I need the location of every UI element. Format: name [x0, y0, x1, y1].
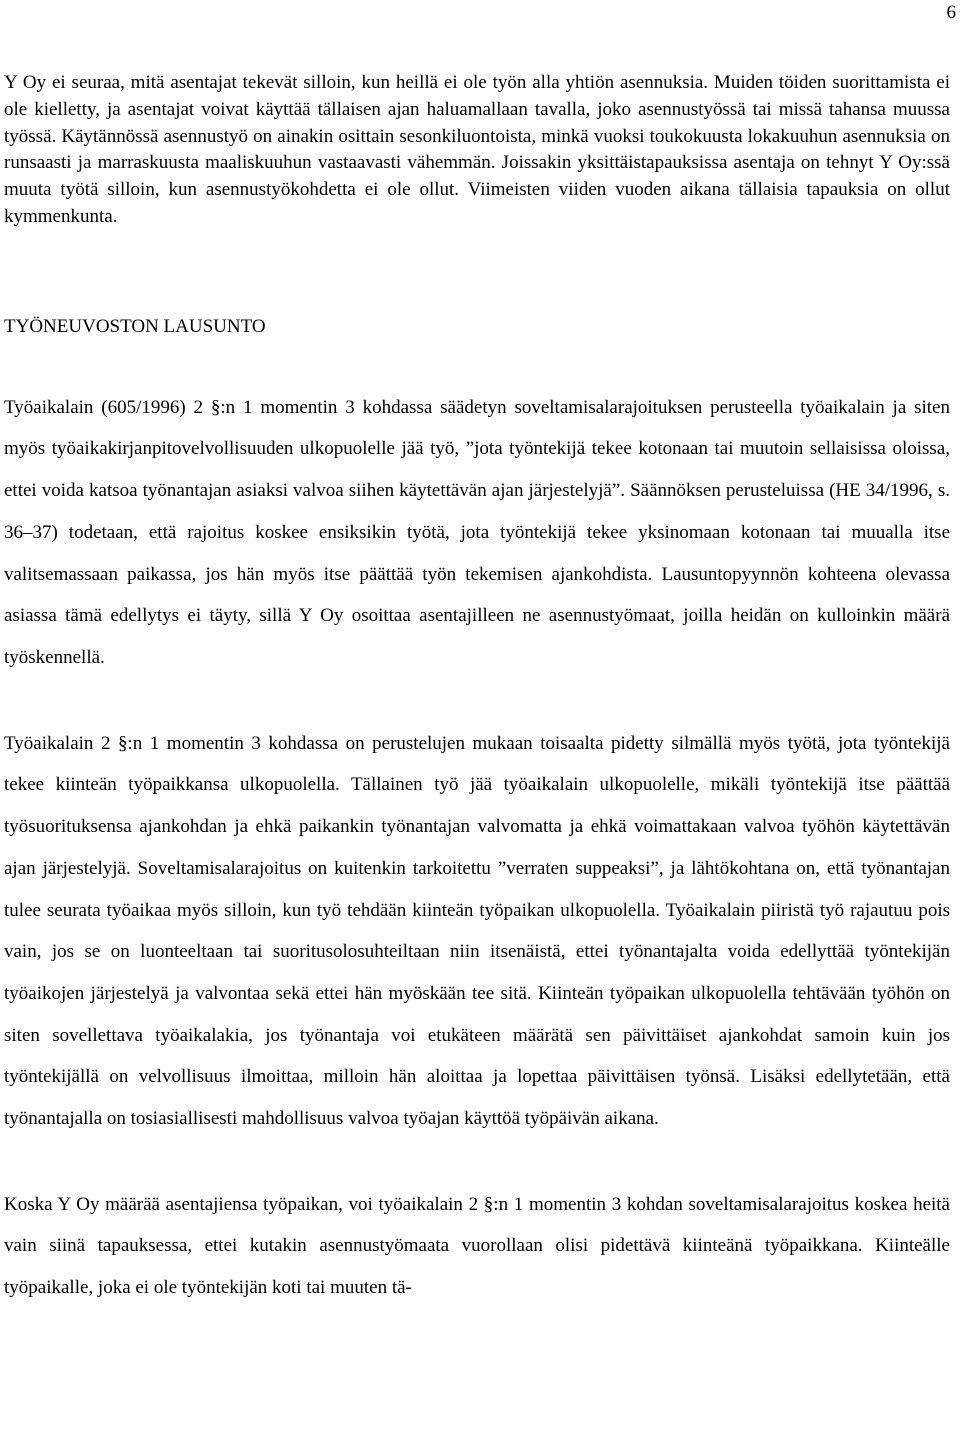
- statement-paragraph-2: Työaikalain 2 §:n 1 momentin 3 kohdassa on perustelujen mukaan toisaalta pidetty silmällä myös työtä, jota työntekijä tekee kiinteän työpaikkansa ulkopuolella. Tällainen työ jää työaikalain ulkopuolelle, mikäli työntekijä itse päättää työsuorituksensa ajankohdan ja ehkä paikankin työnantajan valvomatta ja ehkä voimattakaan valvoa työhön käytettävän ajan järjestelyjä. Soveltamisalarajoitus on kuitenkin tarkoitettu ”verraten suppeaksi”, ja lähtökohtana on, että työnantajan tulee seurata työaikaa myös silloin, kun työ tehdään kiinteän työpaikan ulkopuolella. Työaikalain piiristä työ rajautuu pois vain, jos se on luonteeltaan tai suoritusolosuhteiltaan niin itsenäistä, ettei työnantajalta voida edellyttää työntekijän työaikojen järjestelyä ja valvontaa sekä ettei hän myöskään tee sitä. Kiinteän työpaikan ulkopuolella tehtävään työhön on siten sovellettava työaikalakia, jos työnantaja voi etukäteen määrätä sen päivittäiset ajankohdat samoin kuin jos työntekijällä on velvollisuus ilmoittaa, milloin hän aloittaa ja lopettaa päivittäisen työnsä. Lisäksi edellytetään, että työnantajalla on tosiasiallisesti mahdollisuus valvoa työajan käyttöä työpäivän aikana.: [4, 732, 950, 1130]
- section-heading: TYÖNEUVOSTON LAUSUNTO: [4, 315, 266, 337]
- intro-paragraph: Y Oy ei seuraa, mitä asentajat tekevät silloin, kun heillä ei ole työn alla yhtiön asennuksia. Muiden töiden suorittamista ei ole kielletty, ja asentajat voivat käyttää tällaisen ajan haluamallaan tavalla, joko asennustyössä tai missä tahansa muussa työssä. Käytännössä asennustyö on ainakin osittain sesonkiluontoista, minkä vuoksi toukokuusta lokakuuhun asennuksia on runsaasti ja marraskuusta maaliskuuhun vastaavasti vähemmän. Joissakin yksittäistapauksissa asentaja on tehnyt Y Oy:ssä muuta työtä silloin, kun asennustyökohdetta ei ole ollut. Viimeisten viiden vuoden aikana tällaisia tapauksia on ollut kymmenkunta.: [4, 72, 950, 227]
- statement-paragraph-3: Koska Y Oy määrää asentajiensa työpaikan, voi työaikalain 2 §:n 1 momentin 3 kohdan soveltamisalarajoitus koskea heitä vain siinä tapauksessa, ettei kutakin asennustyömaata vuorollaan olisi pidettävä kiinteänä työpaikkana. Kiinteälle työpaikalle, joka ei ole työntekijän koti tai muuten tä-: [4, 1193, 950, 1299]
- page-body: [4, 70, 950, 1309]
- page-number: 6: [946, 2, 956, 23]
- statement-paragraph-1: Työaikalain (605/1996) 2 §:n 1 momentin 3 kohdassa säädetyn soveltamisalarajoituksen perusteella työaikalain ja siten myös työaikakirjanpitovelvollisuuden ulkopuolelle jää työ, ”jota työntekijä tekee kotonaan tai muutoin sellaisissa oloissa, ettei voida katsoa työnantajan asiaksi valvoa siihen käytettävän ajan järjestelyjä”. Säännöksen perusteluissa (HE 34/1996, s. 36–37) todetaan, että rajoitus koskee ensiksikin työtä, jota työntekijä tekee yksinomaan kotonaan tai muualla itse valitsemassaan paikassa, jos hän myös itse päättää työn tekemisen ajankohdista. Lausuntopyynnön kohteena olevassa asiassa tämä edellytys ei täyty, sillä Y Oy osoittaa asentajilleen ne asennustyömaat, joilla heidän on kulloinkin määrä työskennellä.: [4, 396, 950, 668]
